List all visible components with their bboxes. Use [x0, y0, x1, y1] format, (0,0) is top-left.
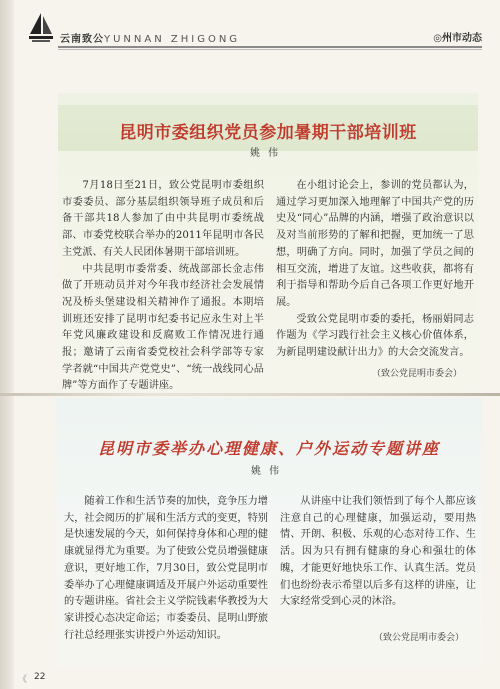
- article1-left-column: [62, 178, 264, 395]
- magazine-latin-title: YUNNAN ZHIGONG: [104, 34, 241, 45]
- article1-paragraph: 中共昆明市委常委、统战部部长金志伟做了开班动员并对今年我市经济社会发展情况及桥头堡建设相关精神作了通报。本期培训班还安排了昆明市纪委书记应永生对上半年党风廉政建设和反腐败工作情况进行通报；邀请了云南省委党校社会科学部等专家学者就“中国共产党党史”、“统一战线同心品牌”等方面作了专题讲座。: [62, 263, 264, 392]
- magazine-name: [60, 30, 240, 45]
- article2-right-column: [280, 494, 476, 611]
- article2-title: 昆明市委举办心理健康、户外运动专题讲座: [97, 439, 440, 458]
- header-rule-thin: [58, 49, 482, 50]
- article2-paragraph: 从讲座中让我们领悟到了每个人都应该注意自己的心理健康，加强运动，要用热情、开朗、积极、乐观的心态对待工作、生活。因为只有拥有健康的身心和强壮的体魄，才能更好地快乐工作、认真生活。党员们也纷纷表示希望以后多有这样的讲座，让大家经常受到心灵的沐浴。: [280, 496, 476, 608]
- sailboat-logo-icon: [26, 10, 56, 44]
- page-number: 22: [34, 672, 46, 682]
- article1-paragraph: 受致公党昆明市委的委托，杨丽娟同志作题为《学习践行社会主义核心价值体系，为新昆明建设献计出力》的大会交流发言。: [276, 313, 474, 359]
- section-tag: ◎州市动态: [429, 29, 482, 44]
- magazine-title: 云南致公: [60, 34, 104, 45]
- article1-title: 昆明市委组织党员参加暑期干部培训班: [119, 123, 417, 143]
- footer-mark: 《: [18, 675, 28, 685]
- article2-author: 姚伟: [251, 466, 287, 477]
- article1-author: 姚伟: [250, 148, 286, 159]
- article1-paragraph: 7月18日至21日，致公党昆明市委组织市委委员、部分基层组织领导班子成员和后备干部共18人参加了由中共昆明市委统战部、市委党校联合举办的2011年昆明市各民主党派、有关人民团体暑期干部培训班。: [62, 180, 264, 258]
- article-divider: [0, 393, 500, 396]
- article2-paragraph: 随着工作和生活节奏的加快，竞争压力增大，社会阅历的扩展和生活方式的变更，特别是快速发展的今天，如何保持身体和心理的健康就显得尤为重要。为了使致公党员增强健康意识，更好地工作，7月30日，致公党昆明市委举办了心理健康调适及开展户外运动重要性的专题讲座。省社会主义学院钱素华教授为大家讲授心态决定命运；市委委员、昆明山野旅行社总经理张实讲授户外运动知识。: [64, 496, 268, 641]
- page-edge-shadow: [0, 0, 14, 689]
- article1-right-column: [276, 178, 474, 362]
- header-rule: [58, 46, 482, 48]
- article2-left-column: [64, 494, 268, 644]
- article2-source: （致公党昆明市委会）: [374, 633, 465, 643]
- article1-paragraph: 在小组讨论会上，参训的党员都认为，通过学习更加深入地理解了中国共产党的历史及“同心”品牌的内涵，增强了政治意识以及对当前形势的了解和把握，更加统一了思想，明确了方向。同时，加强了学员之间的相互交流，增进了友谊。这些收获，都将有利于指导和帮助今后自己各项工作更好地开展。: [276, 180, 474, 308]
- article1-source: （致公党昆明市委会）: [372, 369, 463, 379]
